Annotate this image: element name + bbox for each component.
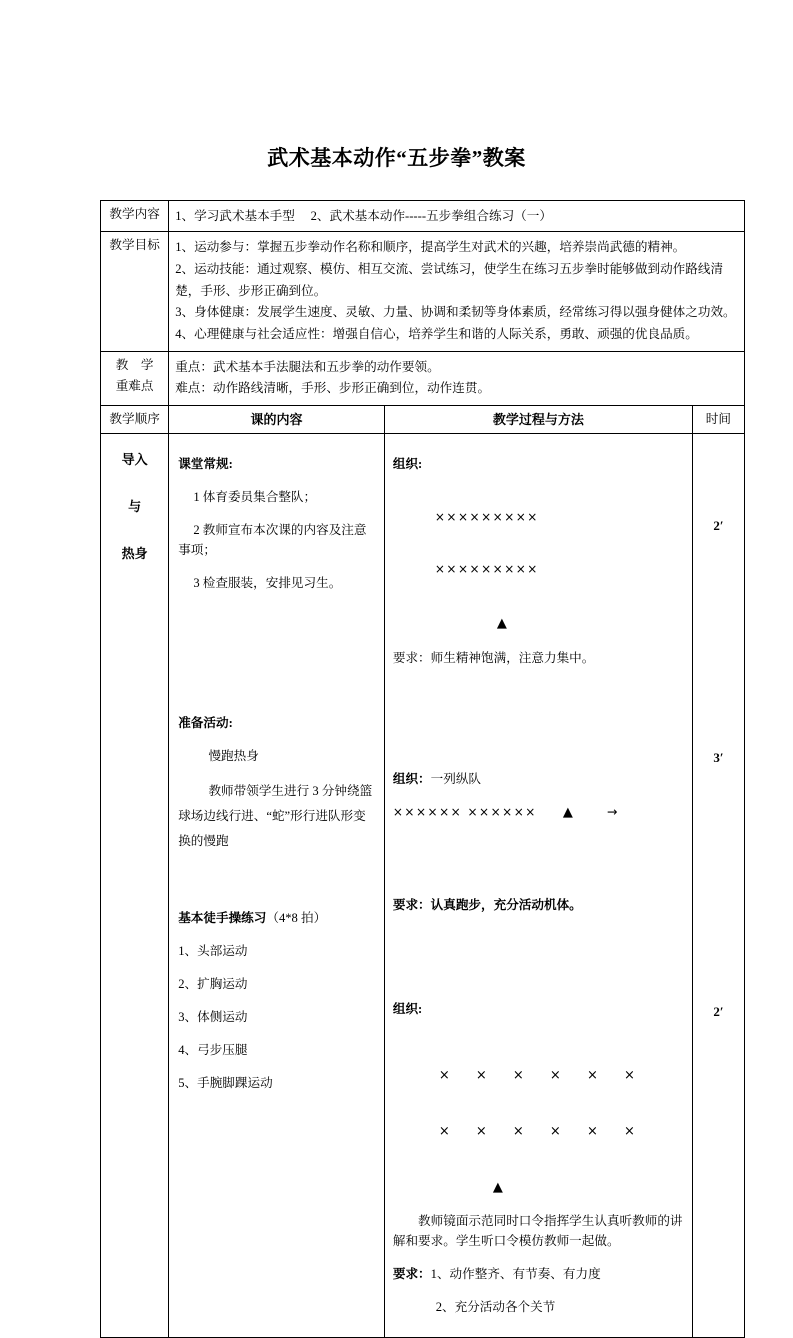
- formation-1-row-1: ×××××××××: [434, 509, 539, 524]
- table-row-teaching-content: [101, 201, 745, 232]
- spacer-after-routine-2: [178, 662, 377, 700]
- label-teaching-content: 教学内容: [101, 201, 169, 232]
- organization-block-1: [393, 454, 685, 668]
- organization-2-requirement-label: 要求：认真跑步，充分活动机体。: [392, 898, 582, 913]
- spacer-after-org1-b: [393, 737, 685, 757]
- spacer-after-routine: [178, 606, 377, 662]
- goal-line-2: 2、运动技能：通过观察、模仿、相互交流、尝试练习，使学生在练习五步拳时能够做到动作路线清楚，手形、步形正确到位。: [175, 262, 724, 298]
- time-value-2: 3′: [713, 750, 724, 766]
- calisthenics-item-4: 4、弓步压腿: [178, 1043, 248, 1058]
- calisthenics-heading-line: [178, 908, 377, 928]
- classroom-routine-item-2: 2 教师宣布本次课的内容及注意事项；: [178, 522, 367, 557]
- classroom-routine-heading: 课堂常规:: [178, 456, 233, 471]
- label-teaching-goals: 教学目标: [101, 232, 169, 351]
- header-lesson-content: 课的内容: [169, 405, 385, 433]
- teaching-process-cell: [384, 434, 692, 1338]
- direction-arrow-icon: →: [606, 804, 618, 820]
- spacer-org1-a: [393, 487, 685, 496]
- calisthenics-heading-note: （4*8 拍）: [266, 911, 327, 926]
- time-value-3: 2′: [713, 1004, 724, 1020]
- spacer-org3-b: [393, 1099, 685, 1108]
- value-key-difficulties: [169, 351, 745, 405]
- goal-line-1: 1、运动参与：掌握五步拳动作名称和顺序，提高学生对武术的兴趣，培养崇尚武德的精神。: [175, 240, 686, 255]
- calisthenics-heading: 基本徒手操练习: [178, 911, 267, 926]
- organization-block-2: [393, 769, 685, 916]
- organization-1-heading: 组织:: [392, 456, 423, 471]
- formation-1-row-2: ×××××××××: [434, 562, 539, 577]
- label-key-difficulties: [101, 351, 169, 405]
- calisthenics-block: [178, 908, 377, 1093]
- spacer-org1-b: [393, 539, 685, 548]
- value-teaching-goals: [169, 232, 745, 351]
- organization-block-3: [393, 999, 685, 1318]
- spacer-after-org2: [393, 928, 685, 966]
- teaching-content-line-1: 1、学习武术基本手型 2、武术基本动作-----五步拳组合练习（一）: [175, 209, 552, 223]
- difficulty-point-line: 难点：动作路线清晰，手形、步形正确到位，动作连贯。: [175, 381, 491, 396]
- calisthenics-item-5: 5、手腕脚踝运动: [178, 1076, 273, 1091]
- value-teaching-content: [169, 201, 745, 232]
- key-point-line: 重点：武术基本手法腿法和五步拳的动作要领。: [175, 359, 440, 374]
- label-key-difficulties-line-1: 教 学: [115, 357, 154, 372]
- classroom-routine-item-3: 3 检查服装，安排见习生。: [193, 575, 342, 590]
- organization-3-requirement-1: 1、动作整齐、有节奏、有力度: [430, 1267, 601, 1282]
- warmup-line-1: 慢跑热身: [208, 748, 259, 763]
- spacer-after-org1: [393, 681, 685, 737]
- time-value-1: 2′: [713, 518, 724, 534]
- formation-2-marks: ×××××× ××××××: [392, 805, 537, 820]
- table-row-key-difficulties: [101, 351, 745, 405]
- time-cell: [692, 434, 744, 1338]
- teacher-position-marker-2: ▲: [562, 805, 573, 821]
- warmup-line-2: 教师带领学生进行 3 分钟绕篮球场边线行进、“蛇”形行进队形变换的慢跑: [178, 783, 373, 848]
- spacer-after-warmup: [178, 867, 377, 887]
- organization-2-heading: 组织：: [392, 772, 431, 787]
- organization-2-heading-line: [393, 769, 685, 789]
- stage-label-introduction-warmup: [101, 434, 169, 1338]
- organization-3-requirement-2: 2、充分活动各个关节: [435, 1300, 556, 1315]
- organization-2-requirement-line: [393, 895, 685, 915]
- classroom-routine-item-1: 1 体育委员集合整队；: [193, 489, 317, 504]
- page-title: 武术基本动作“五步拳”教案: [267, 146, 526, 170]
- label-key-difficulties-line-2: 重难点: [115, 379, 154, 394]
- spacer-org1-c: [393, 591, 685, 600]
- goal-line-3: 3、身体健康：发展学生速度、灵敏、力量、协调和柔韧等身体素质，经常练习得以强身健体之功效。: [175, 305, 736, 320]
- spacer-after-org2-b: [393, 966, 685, 986]
- spacer-org2: [393, 836, 685, 874]
- spacer-org2-b: [393, 874, 685, 883]
- stage-label-line-3: 热身: [121, 545, 148, 561]
- organization-3-requirement-label: 要求：: [392, 1267, 431, 1282]
- calisthenics-item-3: 3、体侧运动: [178, 1010, 248, 1025]
- formation-3-row-2: × × × × × ×: [438, 1123, 646, 1139]
- warmup-heading: 准备活动:: [178, 715, 233, 730]
- organization-3-description: 教师镜面示范同时口令指挥学生认真听教师的讲解和要求。学生听口令模仿教师一起做。: [392, 1213, 683, 1249]
- goal-line-4: 4、心理健康与社会适应性：增强自信心，培养学生和谐的人际关系，勇敢、顽强的优良品质。: [175, 327, 698, 342]
- classroom-routine-block: [178, 454, 377, 594]
- stage-label-line-1: 导入: [121, 452, 148, 468]
- organization-3-heading: 组织:: [392, 1001, 423, 1016]
- header-teaching-order: 教学顺序: [101, 405, 169, 433]
- warmup-activity-block: [178, 713, 377, 855]
- table-row-warmup-section: [101, 434, 745, 1338]
- spacer-org3-c: [393, 1155, 685, 1164]
- calisthenics-item-2: 2、扩胸运动: [178, 977, 248, 992]
- organization-3-requirement-line: [393, 1264, 685, 1284]
- header-teaching-process: 教学过程与方法: [384, 405, 692, 433]
- calisthenics-item-1: 1、头部运动: [178, 944, 248, 959]
- lesson-plan-table: [100, 200, 745, 1338]
- lesson-content-cell: [169, 434, 385, 1338]
- table-row-teaching-goals: [101, 232, 745, 351]
- table-header-row: [101, 405, 745, 433]
- formation-3-row-1: × × × × × ×: [438, 1067, 646, 1083]
- organization-2-heading-note: 一列纵队: [430, 772, 482, 787]
- spacer-after-warmup-2: [178, 887, 377, 896]
- teacher-position-marker-1: ▲: [496, 616, 507, 632]
- formation-2-row: [393, 802, 685, 823]
- teacher-position-marker-3: ▲: [492, 1179, 503, 1195]
- stage-label-line-2: 与: [128, 498, 142, 514]
- spacer-org3-a: [393, 1032, 685, 1052]
- header-time: 时间: [692, 405, 744, 433]
- organization-1-requirement: 要求：师生精神饱满，注意力集中。: [392, 650, 595, 665]
